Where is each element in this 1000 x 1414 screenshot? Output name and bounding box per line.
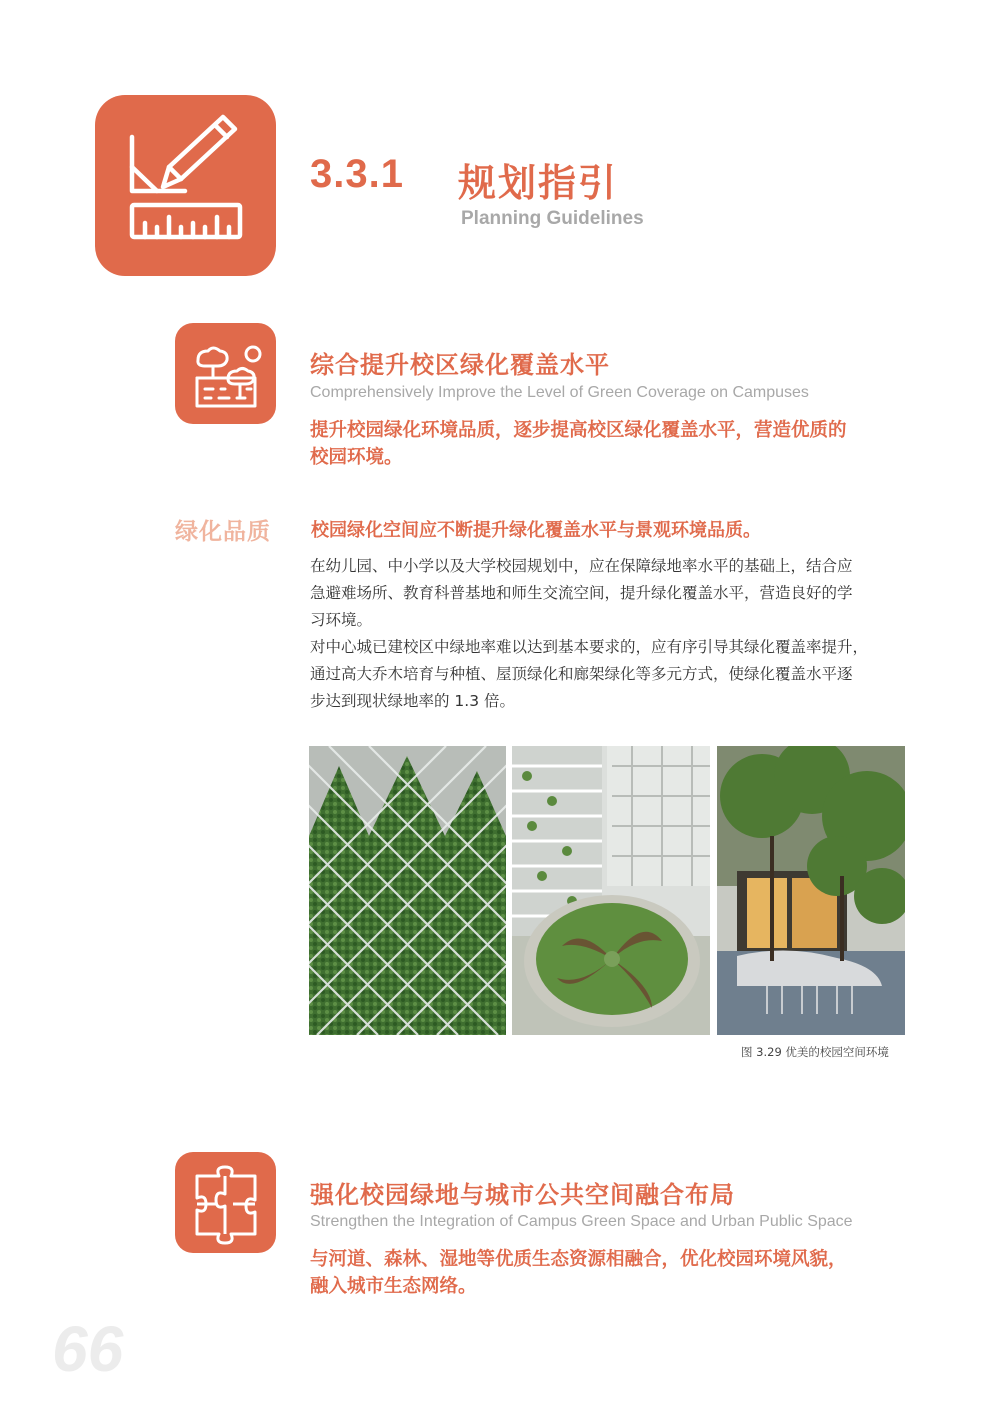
paragraph-line: 步达到现状绿地率的 1.3 倍。 — [310, 692, 516, 710]
paragraph-line: 在幼儿园、中小学以及大学校园规划中，应在保障绿地率水平的基础上，结合应 — [310, 557, 853, 575]
drafting-ruler-pencil-icon — [95, 95, 276, 276]
section2-title-en: Strengthen the Integration of Campus Green Space and Urban Public Space — [310, 1213, 853, 1230]
paragraph-line: 急避难场所、教育科普基地和师生交流空间，提升绿化覆盖水平，营造良好的学 — [310, 584, 853, 602]
photo-green-wall — [309, 746, 506, 1035]
chapter-subtitle: Planning Guidelines — [461, 208, 644, 229]
photo-courtyard-garden — [512, 746, 710, 1035]
puzzle-pieces-icon — [175, 1152, 276, 1253]
section2-description — [310, 1246, 910, 1300]
chapter-number: 3.3.1 — [310, 152, 404, 196]
paragraph-line: 习环境。 — [310, 611, 373, 629]
section1-title-en: Comprehensively Improve the Level of Green Coverage on Campuses — [310, 384, 809, 401]
chapter-title: 规划指引 — [458, 161, 619, 205]
greening-heading: 校园绿化空间应不断提升绿化覆盖水平与景观环境品质。 — [311, 520, 761, 541]
greening-paragraph — [310, 553, 910, 715]
section1-icon-badge — [175, 323, 276, 424]
section1-title: 综合提升校区绿化覆盖水平 — [310, 351, 610, 379]
photo-campus-terrace — [717, 746, 905, 1035]
side-label-greening-quality: 绿化品质 — [175, 519, 271, 545]
chapter-icon-badge — [95, 95, 276, 276]
section2-desc-line: 与河道、森林、湿地等优质生态资源相融合，优化校园环境风貌， — [310, 1249, 847, 1270]
section1-desc-line: 提升校园绿化环境品质，逐步提高校区绿化覆盖水平，营造优质的 — [310, 420, 847, 441]
page-number: 66 — [52, 1313, 124, 1385]
trees-landscape-icon — [175, 323, 276, 424]
paragraph-line: 对中心城已建校区中绿地率难以达到基本要求的，应有序引导其绿化覆盖率提升， — [310, 638, 869, 656]
section2-desc-line: 融入城市生态网络。 — [310, 1276, 477, 1297]
section1-description — [310, 417, 910, 471]
figure-caption: 图 3.29 优美的校园空间环境 — [741, 1045, 889, 1059]
paragraph-line: 通过高大乔木培育与种植、屋顶绿化和廊架绿化等多元方式，使绿化覆盖水平逐 — [310, 665, 853, 683]
section2-title: 强化校园绿地与城市公共空间融合布局 — [310, 1181, 735, 1209]
section2-icon-badge — [175, 1152, 276, 1253]
section1-desc-line: 校园环境。 — [310, 447, 403, 468]
